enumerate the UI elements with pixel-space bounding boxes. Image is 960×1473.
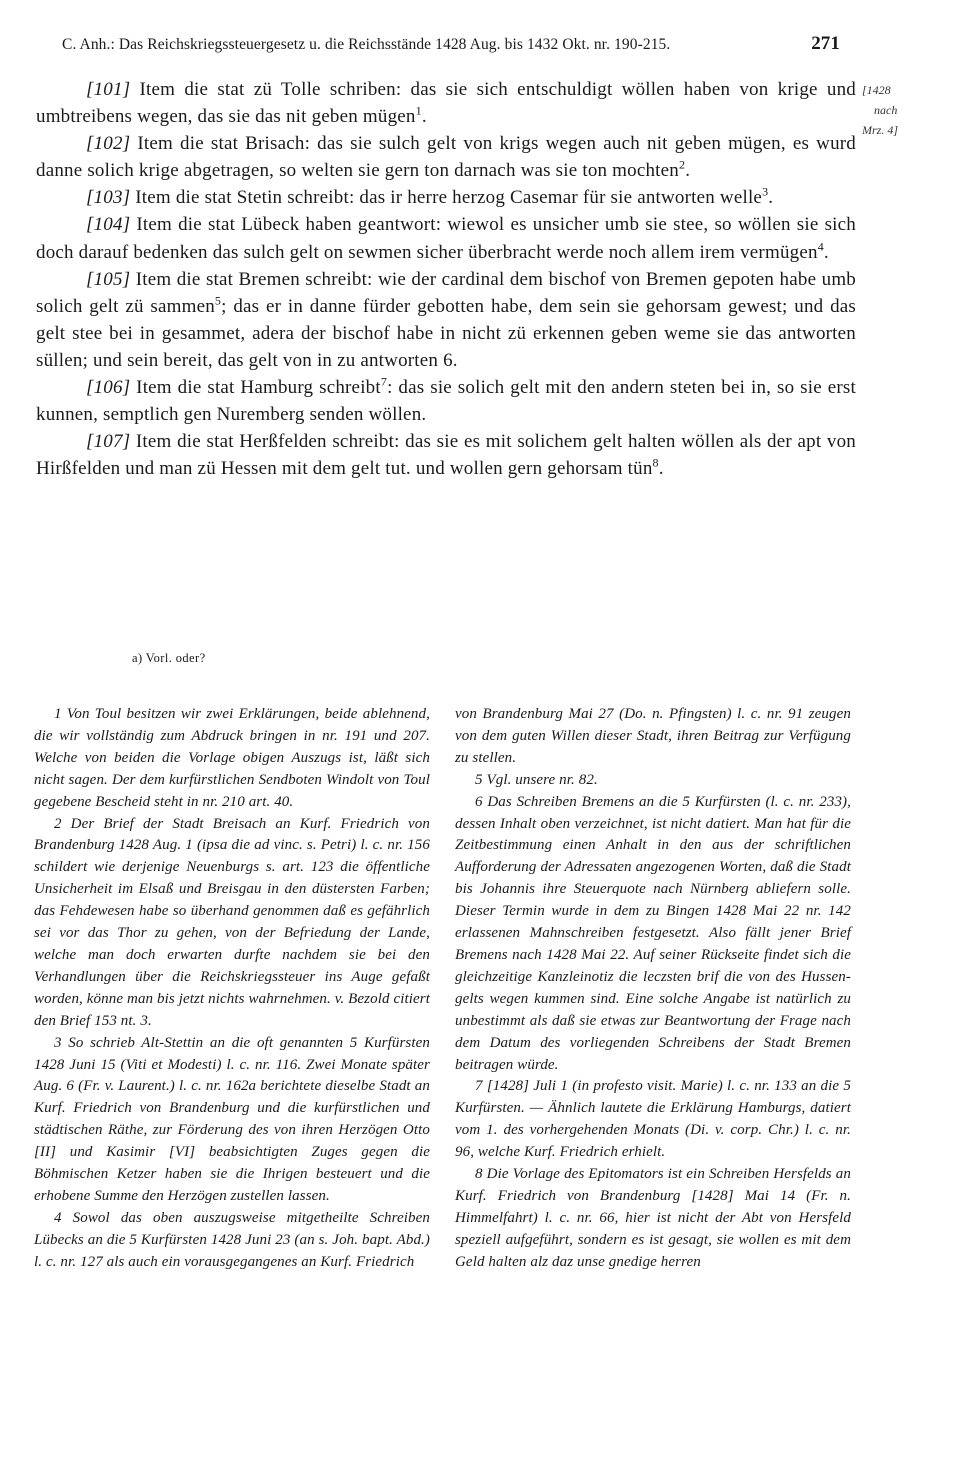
footnote: 6 Das Schreiben Bremens an die 5 Kurfürsten (l. c. nr. 233), dessen Inhalt oben verzeichnet, ist nicht datiert. Man hat für die Zeitbestimmung einen Anhalt in den aus der schriftlichen Aufforderung der Adressaten angezogenen Worten, daß die Stadt bis Johannis ihre Steuerquote nach Nürnberg abliefern solle. Dieser Termin wurde in dem zu Bingen 1428 Mai 22 nr. 142 erlassenen Mahnschreiben festgesetzt. Also fällt jener Brief Bremens nach 1428 Mai 22. Auf seiner Rückseite findet sich die gleichzeitige Kanzleinotiz die leczsten brif die von des Hussen-gelts wegen kummen sind. Eine solche Angabe ist natürlich zu unbestimmt als daß sie etwas zur Beantwortung der Frage nach dem Datum des vorliegenden Schreibens der Stadt Bremen beitragen würde. [455, 793, 851, 1073]
apparatus-note: a) Vorl. oder? [132, 651, 206, 665]
footnote-ref: 8 [652, 455, 659, 470]
footnote: 3 So schrieb Alt-Stettin an die oft genannten 5 Kurfürsten 1428 Juni 15 (Viti et Modesti) l. c. nr. 116. Zwei Monate später Aug. 6 (Fr. v. Laurent.) l. c. nr. 162a berichtete dieselbe Stadt an Kurf. Friedrich von Brandenburg und die kurfürstlichen und städtischen Räthe, zur Förderung des von ihren Herzögen Otto [II] und Kasimir [VI] beabsichtigten Zuges gegen die Böhmischen Ketzer haben sie die Ihrigen besteuert und die erhobene Summe den Herzögen zustellen lassen. [34, 1034, 430, 1204]
margin-note-line: nach [874, 103, 898, 117]
paragraph-number: [103] [86, 187, 131, 209]
paragraph-text: Item die stat Brisach: das sie sulch gelt von krigs wegen auch nit geben mügen, es wurd danne solich krige abgetragen, so welten sie gern ton darnach was sie ton mochten [36, 133, 856, 182]
paragraph-number: [104] [86, 214, 131, 236]
paragraph-tail: . [823, 241, 829, 263]
paragraph-number: [101] [86, 79, 131, 100]
margin-note-line: Mrz. 4] [862, 123, 899, 137]
paragraph-tail: ; das er in danne fürder gebotten habe, dem sein sie gehorsam gewest; und das gelt stee bei in gesammet, adera der bischof habe in nicht zü erkennen geben weme sie das antworten süllen; und sein bereit, das gelt von in zu antworten 6. [36, 295, 856, 371]
footnotes-left-column [34, 704, 430, 1274]
footnote-ref: 3 [762, 185, 769, 200]
paragraph-text: Item die stat Herßfelden schreibt: das sie es mit solichem gelt halten wöllen als der apt von Hirßfelden und man zü Hessen mit dem gelt tut. und wollen gern gehorsam tün [36, 431, 856, 480]
paragraph-text: Item die stat Hamburg schreibt [130, 377, 381, 399]
paragraph-text: Item die stat Bremen schreibt: wie der cardinal dem bischof von Bremen gepoten habe umb solich gelt zü sammen [36, 268, 856, 317]
paragraph-number: [107] [86, 431, 131, 453]
running-title: C. Anh.: Das Reichskriegssteuergesetz u. die Reichsstände 1428 Aug. bis 1432 Okt. nr. 190-215. [62, 36, 671, 53]
paragraph-number: [102] [86, 133, 131, 155]
main-text [36, 76, 856, 482]
footnote: 2 Der Brief der Stadt Breisach an Kurf. Friedrich von Brandenburg 1428 Aug. 1 (ipsa die ad vinc. s. Petri) l. c. nr. 156 schildert wie derjenige Neuenburgs s. art. 123 die öffentliche Unsicherheit im Elsaß und Breisgau in den düstersten Farben; das Fehdewesen habe so überhand genommen daß es gefährlich sei vor das Thor zu gehen, von der Befriedung der Lande, welche man doch erwarten durfte nachdem sie bei den Verhandlungen über die Reichskriegssteuer ins Auge gefaßt worden, könne man bis jetzt nichts wahrnehmen. v. Bezold citiert den Brief 153 nt. 3. [34, 815, 430, 1029]
footnote: 7 [1428] Juli 1 (in profesto visit. Marie) l. c. nr. 133 an die 5 Kurfürsten. — Ähnlich lautete die Erklärung Hamburgs, datiert vom 1. des vorhergehenden Monats (Di. v. corp. Chr.) l. c. nr. 96, welche Kurf. Friedrich erhielt. [455, 1078, 851, 1161]
paragraph-106 [36, 374, 856, 428]
margin-date-note [862, 80, 922, 140]
paragraph-number: [105] [86, 268, 131, 290]
paragraph-text: Item die stat Stetin schreibt: das ir herre herzog Casemar für sie antworten welle [130, 187, 763, 209]
footnote: 4 Sowol das oben auszugsweise mitgetheilte Schreiben Lübecks an die 5 Kurfürsten 1428 Juni 23 (an s. Joh. bapt. Abd.) l. c. nr. 127 als auch ein vorausgegangenes an Kurf. Friedrich [34, 1209, 430, 1270]
footnote: 5 Vgl. unsere nr. 82. [475, 771, 598, 788]
footnote-ref: 7 [380, 374, 388, 389]
paragraph-tail: : das sie solich gelt mit den andern steten bei in, so sie erst kunnen, semptlich gen Nuremberg senden wöllen. [36, 377, 856, 426]
footnote-ref: 2 [679, 157, 686, 172]
running-header [62, 33, 840, 54]
footnote: 1 Von Toul besitzen wir zwei Erklärungen, beide ablehnend, die wir vollständig zum Abdruck bringen in nr. 191 und 207. Welche von beiden die Vorlage obigen Auszugs ist, läßt sich nicht sagen. Der dem kurfürstlichen Sendboten Windolt von Toul gegebene Bescheid steht in nr. 210 art. 40. [34, 706, 430, 810]
paragraph-105 [36, 266, 856, 374]
paragraph-number: [106] [86, 377, 131, 399]
margin-note-line: [1428 [862, 83, 891, 97]
paragraph-102 [36, 130, 856, 184]
footnote-continuation: von Brandenburg Mai 27 (Do. n. Pfingsten) l. c. nr. 91 zeugen von dem guten Willen dieser Stadt, ihren Beitrag zur Verfügung zu stellen. [455, 706, 851, 766]
paragraph-104 [36, 211, 856, 265]
footnote-ref: 4 [817, 239, 824, 254]
footnote: 8 Die Vorlage des Epitomators ist ein Schreiben Hersfelds an Kurf. Friedrich von Brandenburg [1428] Mai 14 (Fr. n. Himmelfahrt) l. c. nr. 66, hier ist nicht der Abt von Hersfeld speziell aufgeführt, sondern es ist gesagt, sie wollen es mit dem Geld halten alz daz unse gnedige herren [455, 1166, 851, 1270]
footnote-ref: 1 [415, 103, 422, 118]
paragraph-tail: . [658, 458, 664, 480]
paragraph-tail: . [685, 160, 691, 182]
paragraph-tail: . [768, 187, 774, 209]
footnote-ref: 5 [214, 293, 222, 308]
paragraph-text: Item die stat Lübeck haben geantwort: wiewol es unsicher umb sie stee, so wöllen sie sich doch darauf bedenken das sulch gelt on sewmen sicher überbracht werde noch allem irem vermügen [36, 214, 856, 263]
paragraph-101 [36, 76, 856, 130]
footnotes-right-column [455, 704, 851, 1274]
paragraph-107 [36, 428, 856, 482]
paragraph-103 [36, 184, 856, 211]
page-number: 271 [811, 33, 840, 54]
paragraph-tail: . [421, 106, 427, 128]
paragraph-text: Item die stat zü Tolle schriben: das sie sich entschuldigt wöllen haben von krige und umbtreibens wegen, das sie das nit geben mügen [36, 79, 856, 128]
